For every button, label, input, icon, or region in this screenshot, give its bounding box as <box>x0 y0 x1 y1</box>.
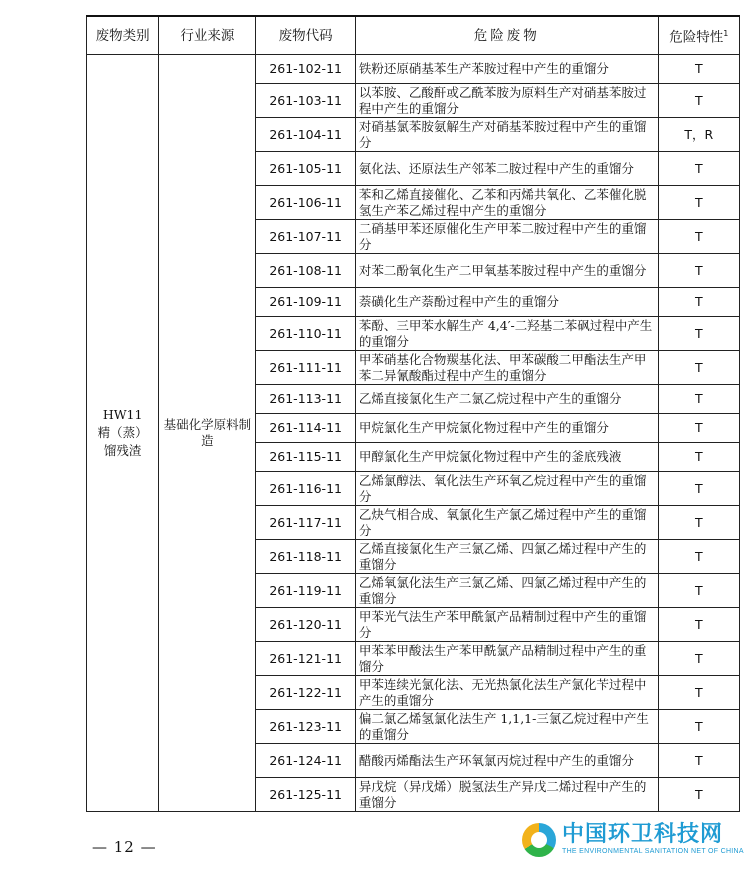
waste-code-cell: 261-111-11 <box>256 351 355 385</box>
hazard-characteristic-cell: T <box>658 385 739 414</box>
hazard-characteristic-cell: T <box>658 220 739 254</box>
waste-code-cell: 261-122-11 <box>256 676 355 710</box>
waste-code-cell: 261-107-11 <box>256 220 355 254</box>
waste-description-cell: 乙烯氧氯化法生产三氯乙烯、四氯乙烯过程中产生的重馏分 <box>355 574 658 608</box>
waste-description-cell: 对硝基氯苯胺氨解生产对硝基苯胺过程中产生的重馏分 <box>355 118 658 152</box>
waste-description-cell: 铁粉还原硝基苯生产苯胺过程中产生的重馏分 <box>355 55 658 84</box>
waste-description-cell: 偏二氯乙烯氢氯化法生产 1,1,1-三氯乙烷过程中产生的重馏分 <box>355 710 658 744</box>
hazard-characteristic-cell: T <box>658 414 739 443</box>
hazard-characteristic-cell: T <box>658 506 739 540</box>
waste-code-cell: 261-109-11 <box>256 288 355 317</box>
waste-description-cell: 甲苯连续光氯化法、无光热氯化法生产氯化苄过程中产生的重馏分 <box>355 676 658 710</box>
waste-code-cell: 261-116-11 <box>256 472 355 506</box>
waste-code-cell: 261-119-11 <box>256 574 355 608</box>
industry-source-cell: 基础化学原料制造 <box>159 55 256 812</box>
waste-description-cell: 苯和乙烯直接催化、乙苯和丙烯共氧化、乙苯催化脱氢生产苯乙烯过程中产生的重馏分 <box>355 186 658 220</box>
hazard-characteristic-cell: T <box>658 317 739 351</box>
waste-description-cell: 甲苯光气法生产苯甲酰氯产品精制过程中产生的重馏分 <box>355 608 658 642</box>
header-hazard: 危险废物 <box>355 16 658 55</box>
waste-description-cell: 甲烷氯化生产甲烷氯化物过程中产生的重馏分 <box>355 414 658 443</box>
hazard-characteristic-cell: T <box>658 710 739 744</box>
waste-code-cell: 261-120-11 <box>256 608 355 642</box>
waste-description-cell: 醋酸丙烯酯法生产环氧氯丙烷过程中产生的重馏分 <box>355 744 658 778</box>
page-number: — 12 — <box>92 838 157 856</box>
logo-emblem-icon <box>522 823 556 857</box>
waste-code-cell: 261-121-11 <box>256 642 355 676</box>
header-code: 废物代码 <box>256 16 355 55</box>
waste-description-cell: 萘磺化生产萘酚过程中产生的重馏分 <box>355 288 658 317</box>
hazard-characteristic-cell: T <box>658 642 739 676</box>
waste-category-text: HW11 <box>102 407 143 422</box>
waste-category-cell <box>87 55 159 812</box>
hazard-characteristic-cell: T <box>658 254 739 288</box>
hazard-characteristic-cell: T，R <box>658 118 739 152</box>
waste-description-cell: 甲苯硝基化合物羰基化法、甲苯碳酸二甲酯法生产甲苯二异氰酸酯过程中产生的重馏分 <box>355 351 658 385</box>
waste-code-cell: 261-117-11 <box>256 506 355 540</box>
logo-name-en: THE ENVIRONMENTAL SANITATION NET OF CHINA <box>562 848 744 855</box>
waste-description-cell: 苯酚、三甲苯水解生产 4,4′-二羟基二苯砜过程中产生的重馏分 <box>355 317 658 351</box>
header-characteristic: 危险特性$^1$ <box>658 16 739 55</box>
waste-description-cell: 乙烯氯醇法、氧化法生产环氧乙烷过程中产生的重馏分 <box>355 472 658 506</box>
waste-category-text: 馏残渣 <box>103 443 142 458</box>
waste-code-cell: 261-113-11 <box>256 385 355 414</box>
waste-description-cell: 二硝基甲苯还原催化生产甲苯二胺过程中产生的重馏分 <box>355 220 658 254</box>
waste-code-cell: 261-115-11 <box>256 443 355 472</box>
waste-code-cell: 261-103-11 <box>256 84 355 118</box>
waste-code-cell: 261-106-11 <box>256 186 355 220</box>
waste-code-cell: 261-102-11 <box>256 55 355 84</box>
waste-description-cell: 异戊烷（异戊烯）脱氢法生产异戊二烯过程中产生的重馏分 <box>355 778 658 812</box>
header-source: 行业来源 <box>159 16 256 55</box>
waste-description-cell: 氨化法、还原法生产邻苯二胺过程中产生的重馏分 <box>355 152 658 186</box>
waste-code-cell: 261-123-11 <box>256 710 355 744</box>
hazard-characteristic-cell: T <box>658 55 739 84</box>
hazard-characteristic-cell: T <box>658 472 739 506</box>
waste-code-cell: 261-110-11 <box>256 317 355 351</box>
table-header-row <box>87 16 740 55</box>
header-category: 废物类别 <box>87 16 159 55</box>
waste-description-cell: 甲醇氯化生产甲烷氯化物过程中产生的釜底残液 <box>355 443 658 472</box>
hazard-characteristic-cell: T <box>658 152 739 186</box>
table-row <box>87 55 740 84</box>
site-logo <box>522 823 744 857</box>
waste-code-cell: 261-118-11 <box>256 540 355 574</box>
table-body <box>87 55 740 812</box>
waste-code-cell: 261-114-11 <box>256 414 355 443</box>
hazard-characteristic-cell: T <box>658 676 739 710</box>
waste-description-cell: 对苯二酚氧化生产二甲氧基苯胺过程中产生的重馏分 <box>355 254 658 288</box>
logo-name-cn: 中国环卫科技网 <box>562 822 724 847</box>
waste-code-cell: 261-108-11 <box>256 254 355 288</box>
waste-description-cell: 以苯胺、乙酸酐或乙酰苯胺为原料生产对硝基苯胺过程中产生的重馏分 <box>355 84 658 118</box>
hazard-characteristic-cell: T <box>658 351 739 385</box>
waste-category-text: 精（蒸） <box>97 425 148 440</box>
waste-description-cell: 甲苯苯甲酸法生产苯甲酰氯产品精制过程中产生的重馏分 <box>355 642 658 676</box>
waste-code-cell: 261-105-11 <box>256 152 355 186</box>
waste-description-cell: 乙烯直接氯化生产二氯乙烷过程中产生的重馏分 <box>355 385 658 414</box>
hazard-characteristic-cell: T <box>658 778 739 812</box>
header-footnote-mark: 1 <box>723 28 729 38</box>
hazard-characteristic-cell: T <box>658 744 739 778</box>
waste-code-cell: 261-104-11 <box>256 118 355 152</box>
hazard-characteristic-cell: T <box>658 288 739 317</box>
hazard-characteristic-cell: T <box>658 540 739 574</box>
hazard-characteristic-cell: T <box>658 84 739 118</box>
hazard-characteristic-cell: T <box>658 608 739 642</box>
hazardous-waste-table <box>86 15 740 812</box>
waste-description-cell: 乙炔气相合成、氧氯化生产氯乙烯过程中产生的重馏分 <box>355 506 658 540</box>
hazard-characteristic-cell: T <box>658 186 739 220</box>
waste-code-cell: 261-125-11 <box>256 778 355 812</box>
waste-code-cell: 261-124-11 <box>256 744 355 778</box>
waste-description-cell: 乙烯直接氯化生产三氯乙烯、四氯乙烯过程中产生的重馏分 <box>355 540 658 574</box>
hazard-characteristic-cell: T <box>658 574 739 608</box>
hazard-characteristic-cell: T <box>658 443 739 472</box>
